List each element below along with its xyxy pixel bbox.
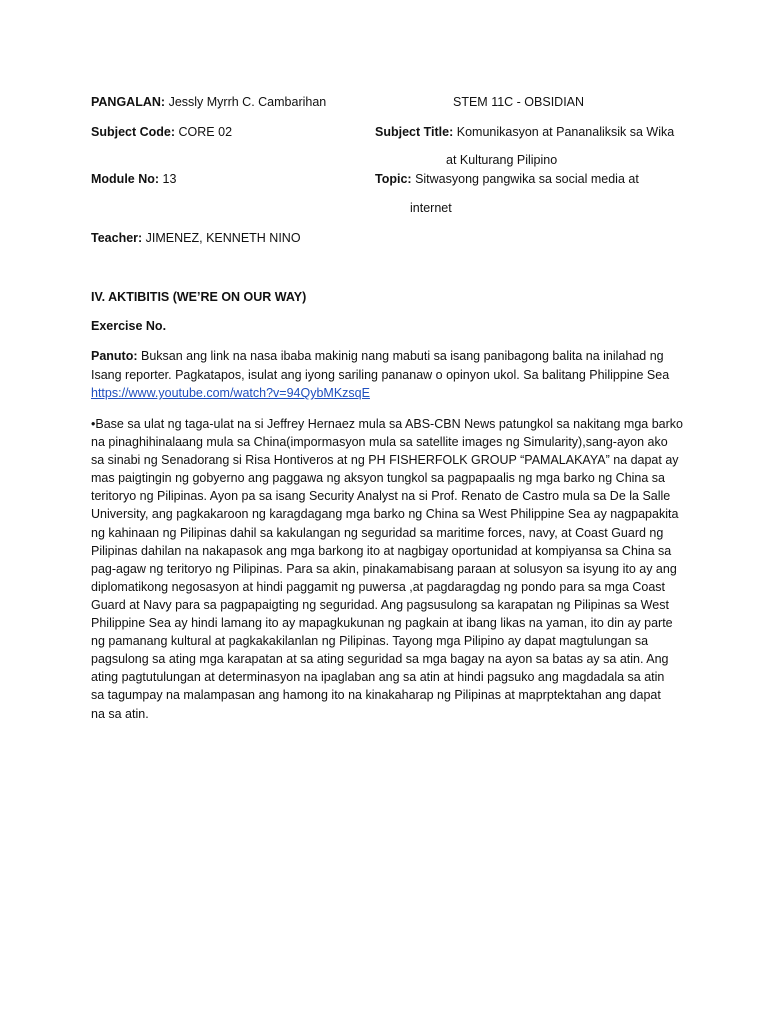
exercise-label: Exercise No. xyxy=(91,319,167,333)
instructions xyxy=(91,347,681,403)
topic-row xyxy=(375,171,639,187)
essay-line: na sa atin. xyxy=(91,706,149,721)
subject-title-value: Komunikasyon at Pananaliksik sa Wika xyxy=(456,125,675,139)
section-value: STEM 11C - OBSIDIAN xyxy=(453,95,585,109)
essay-line: ng kahinaan ng Pilipinas dahil sa kakulangan ng seguridad sa maritime forces, navy, at Coast Guard ng xyxy=(91,525,664,540)
name-label: PANGALAN: xyxy=(91,95,166,109)
essay-line: Philippine Sea ay hindi lamang ito ay mapagkukunan ng pagkain at ibang likas na yaman, ito din ay parte xyxy=(91,616,673,631)
essay-line: na pinaghihinalaang mula sa China(impormasyon mula sa satellite images ng Simularity),sang-ayon ako xyxy=(91,435,668,450)
subject-code-value: CORE 02 xyxy=(178,125,233,139)
subject-title-label: Subject Title: xyxy=(375,125,454,139)
panuto-label: Panuto: xyxy=(91,349,138,363)
teacher-label: Teacher: xyxy=(91,231,143,245)
panuto-text-2: Isang reporter. Pagkatapos, isulat ang iyong sariling pananaw o opinyon ukol. Sa balitang Philippine Sea xyxy=(91,367,670,382)
topic-value-line2: internet xyxy=(410,201,452,215)
topic-label: Topic: xyxy=(375,172,412,186)
essay-line: mas paigtingin ng gobyerno ang paggawa ng aksyon tungkol sa pagpapaalis ng mga barko ng China sa xyxy=(91,471,666,486)
essay-line: ating pagtutulungan at determinasyon na ipaglaban ang sa atin at hindi pagsuko ang magdadala sa atin xyxy=(91,670,665,685)
module-row xyxy=(91,171,176,187)
name-value: Jessly Myrrh C. Cambarihan xyxy=(168,95,327,109)
subject-code-label: Subject Code: xyxy=(91,125,176,139)
essay-line: ng pamanang kultural at pagkakakilanlan ng Pilipinas. Tayong mga Pilipino ay dapat magtulungan sa xyxy=(91,634,649,649)
essay-line: sa sinabi ng Senadorang si Risa Hontiveros at ng PH FISHERFOLK GROUP “PAMALAKAYA” na dapat ay xyxy=(91,453,679,468)
essay-line: teritoryo ng Pilipinas. Ayon pa sa isang Security Analyst na si Prof. Renato de Castro mula sa De la Salle xyxy=(91,489,671,504)
essay-line: sa tagumpay na malampasan ang hamong ito na kinakaharap ng Pilipinas at maprptektahan ang dapat xyxy=(91,688,661,703)
essay-line: pag-agaw ng teritoryo ng Pilipinas. Para sa akin, pinakamabisang paraan at solusyon sa isyung ito ay ang xyxy=(91,561,677,576)
essay-paragraph xyxy=(91,415,681,723)
essay-line: •Base sa ulat ng taga-ulat na si Jeffrey Hernaez mula sa ABS-CBN News patungkol sa nakitang mga barko xyxy=(91,417,683,431)
module-value: 13 xyxy=(162,172,177,186)
essay-line: Pilipinas dahilan na nakapasok ang mga barkong ito at nagbigay oportunidad at kompiyansa sa China sa xyxy=(91,543,672,558)
subject-title-row xyxy=(375,124,674,140)
instructions-line-1 xyxy=(91,347,681,366)
essay-line: University, ang pagkakaroon ng karagdagang mga barko ng China sa West Philippine Sea ay nagpapakita xyxy=(91,507,679,522)
essay-line: diplomatikong negosasyon at hindi paggamit ng puwersa ,at pagdaragdag ng pondo para sa mga Coast xyxy=(91,579,666,594)
activity-heading: IV. AKTIBITIS (WE’RE ON OUR WAY) xyxy=(91,290,307,304)
youtube-link[interactable]: https://www.youtube.com/watch?v=94QybMKzsqE xyxy=(91,386,370,400)
essay-line: pagsulong sa ating mga karapatan at sa ating seguridad sa mga bagay na ayon sa batas ay sa atin. Ang xyxy=(91,652,669,667)
teacher-row xyxy=(91,230,301,246)
panuto-text-1: Buksan ang link na nasa ibaba makinig nang mabuti sa isang panibagong balita na inilahad ng xyxy=(141,349,664,363)
subject-title-value-line2: at Kulturang Pilipino xyxy=(446,153,558,167)
subject-code-row xyxy=(91,124,232,140)
module-label: Module No: xyxy=(91,172,160,186)
topic-value: Sitwasyong pangwika sa social media at xyxy=(415,172,639,186)
essay-line: Guard at Navy para sa pagpapaigting ng seguridad. Ang pagsusulong sa karapatan ng Pilipinas sa West xyxy=(91,597,669,612)
teacher-value: JIMENEZ, KENNETH NINO xyxy=(145,231,301,245)
name-row xyxy=(91,94,326,110)
